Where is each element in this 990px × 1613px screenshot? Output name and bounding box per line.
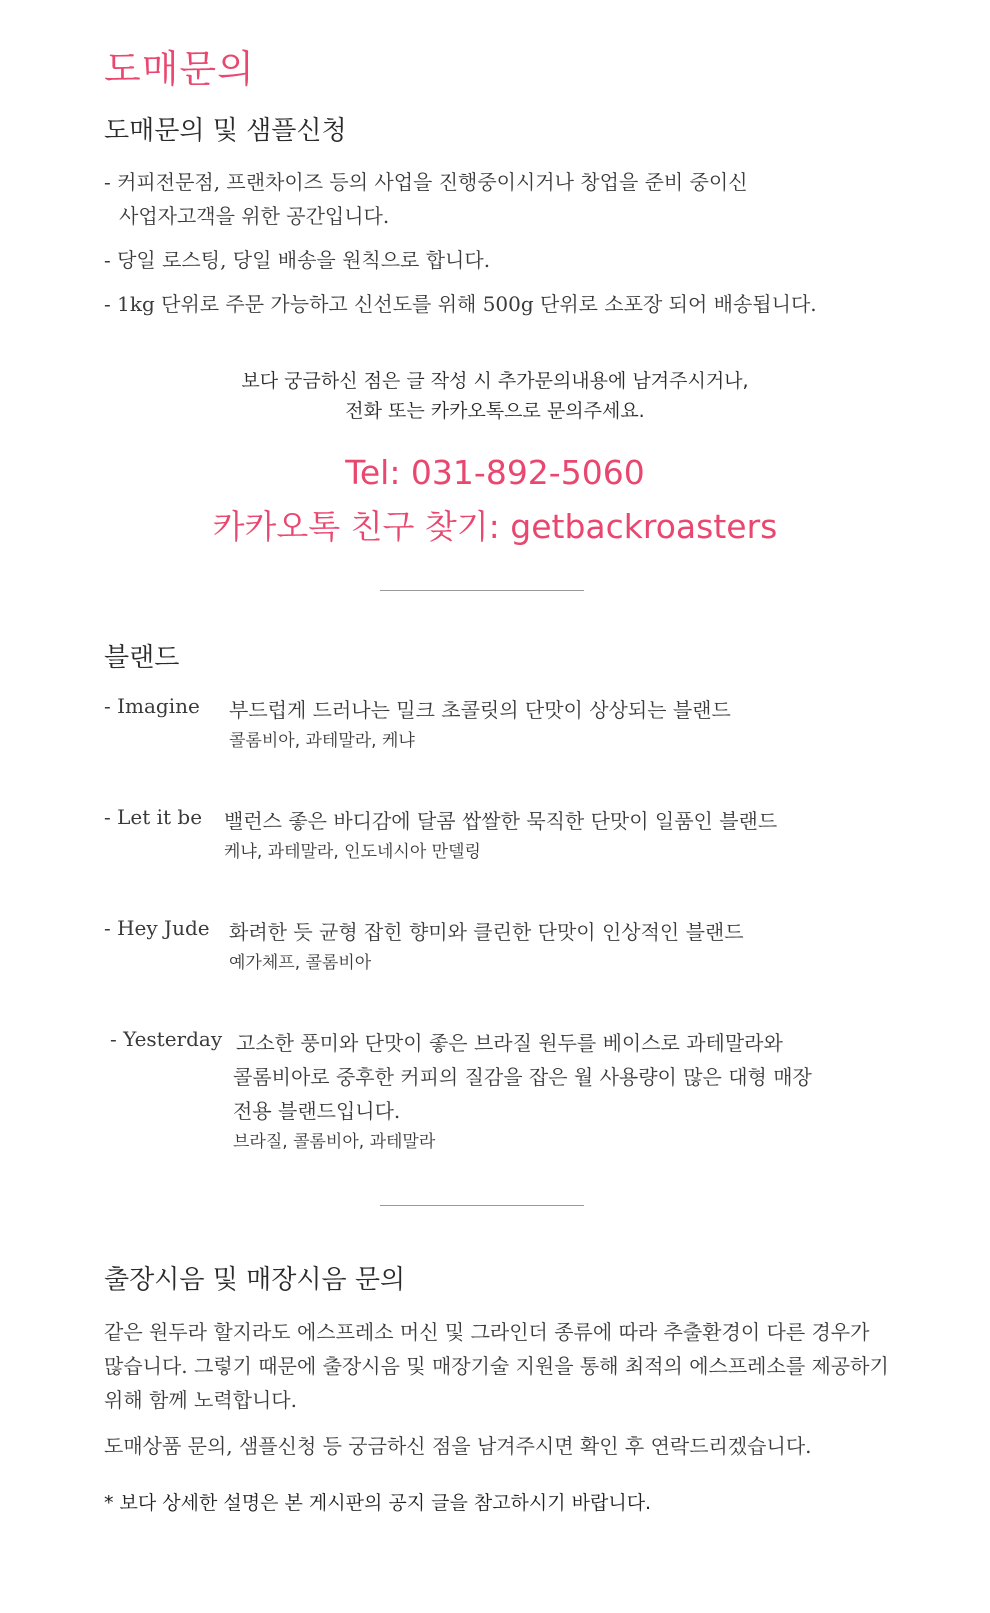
intro-line-2: 사업자고객을 위한 공간입니다.: [119, 204, 390, 228]
blend-desc-yesterday-3: 전용 블랜드입니다.: [233, 1099, 401, 1123]
blend-desc-yesterday-1: 고소한 풍미와 단맛이 좋은 브라질 원두를 베이스로 과테말라와: [236, 1031, 783, 1055]
blend-desc-let-it-be: 밸런스 좋은 바디감에 달콤 쌉쌀한 묵직한 단맛이 일품인 블랜드: [224, 809, 778, 833]
blend-name-imagine: - Imagine: [104, 694, 200, 718]
inquiry-text-2: 전화 또는 카카오톡으로 문의주세요.: [345, 400, 645, 422]
intro-line-3: - 당일 로스팅, 당일 배송을 원칙으로 합니다.: [104, 248, 491, 272]
tasting-paragraph-line-2: 많습니다. 그렇기 때문에 출장시음 및 매장기술 지원을 통해 최적의 에스프레소를 제공하기: [104, 1354, 889, 1378]
blend-name-yesterday: - Yesterday: [110, 1027, 223, 1051]
intro-line-1: - 커피전문점, 프랜차이즈 등의 사업을 진행중이시거나 창업을 준비 중이신: [104, 170, 748, 194]
blend-origin-let-it-be: 케냐, 과테말라, 인도네시아 만델링: [224, 842, 481, 862]
blend-desc-yesterday-2: 콜롬비아로 중후한 커피의 질감을 잡은 월 사용량이 많은 대형 매장: [233, 1065, 812, 1089]
divider: [380, 590, 584, 591]
blend-name-let-it-be: - Let it be: [104, 805, 203, 829]
page-title: 도매문의: [104, 47, 255, 91]
inquiry-text-1: 보다 궁금하신 점은 글 작성 시 추가문의내용에 남겨주시거나,: [241, 370, 749, 392]
phone-number[interactable]: Tel: 031-892-5060: [345, 453, 645, 492]
blend-origin-imagine: 콜롬비아, 과테말라, 케냐: [229, 731, 415, 751]
blend-desc-imagine: 부드럽게 드러나는 밀크 초콜릿의 단맛이 상상되는 블랜드: [229, 698, 731, 722]
divider: [380, 1205, 584, 1206]
tasting-paragraph-line-1: 같은 원두라 할지라도 에스프레소 머신 및 그라인더 종류에 따라 추출환경이 다른 경우가: [104, 1320, 870, 1344]
blend-desc-hey-jude: 화려한 듯 균형 잡힌 향미와 클린한 단맛이 인상적인 블랜드: [229, 920, 744, 944]
blend-origin-yesterday: 브라질, 콜롬비아, 과테말라: [233, 1132, 436, 1152]
section-heading-tasting: 출장시음 및 매장시음 문의: [104, 1265, 406, 1295]
blend-origin-hey-jude: 예가체프, 콜롬비아: [229, 953, 372, 973]
intro-line-4: - 1kg 단위로 주문 가능하고 신선도를 위해 500g 단위로 소포장 되어 배송됩니다.: [104, 292, 817, 316]
section-heading-blends: 블랜드: [104, 643, 180, 673]
tasting-paragraph-line-3: 위해 함께 노력합니다.: [104, 1388, 297, 1412]
kakao-id[interactable]: 카카오톡 친구 찾기: getbackroasters: [212, 507, 778, 546]
tasting-contact-line: 도매상품 문의, 샘플신청 등 궁금하신 점을 남겨주시면 확인 후 연락드리겠습니다.: [104, 1434, 812, 1458]
notice-note: * 보다 상세한 설명은 본 게시판의 공지 글을 참고하시기 바랍니다.: [104, 1492, 652, 1514]
blend-name-hey-jude: - Hey Jude: [104, 916, 210, 940]
section-heading-wholesale: 도매문의 및 샘플신청: [104, 116, 347, 146]
